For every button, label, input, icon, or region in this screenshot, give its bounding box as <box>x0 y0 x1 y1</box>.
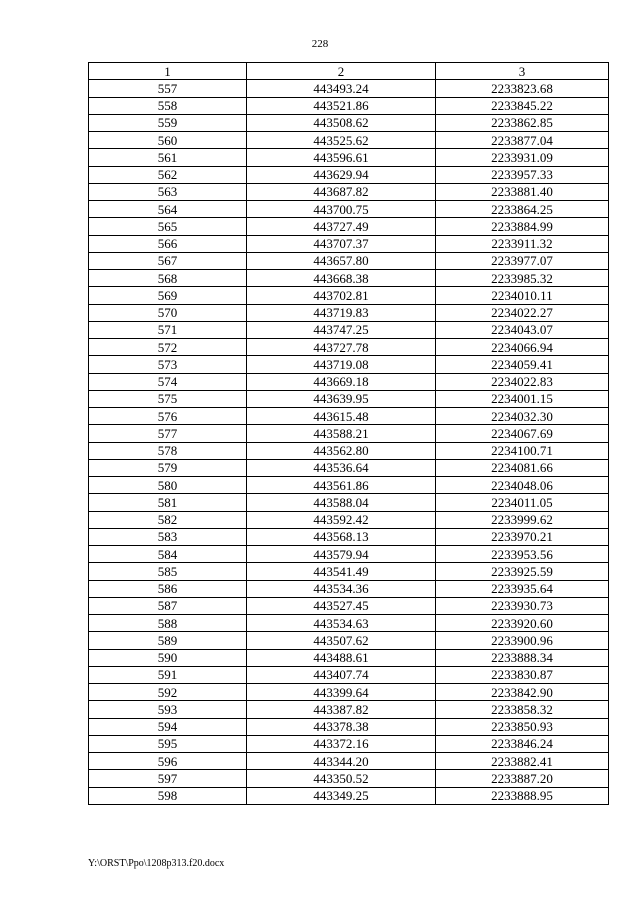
point-number-cell: 596 <box>89 753 247 770</box>
point-number-cell: 579 <box>89 459 247 476</box>
x-coordinate-cell: 443588.21 <box>247 425 436 442</box>
point-number-cell: 594 <box>89 718 247 735</box>
y-coordinate-cell: 2233864.25 <box>436 201 609 218</box>
y-coordinate-cell: 2233887.20 <box>436 770 609 787</box>
x-coordinate-cell: 443561.86 <box>247 477 436 494</box>
point-number-cell: 562 <box>89 166 247 183</box>
table-row <box>89 666 609 683</box>
point-number-cell: 585 <box>89 563 247 580</box>
x-coordinate-cell: 443615.48 <box>247 408 436 425</box>
x-coordinate-cell: 443541.49 <box>247 563 436 580</box>
table-row <box>89 494 609 511</box>
x-coordinate-cell: 443488.61 <box>247 649 436 666</box>
y-coordinate-cell: 2233999.62 <box>436 511 609 528</box>
x-coordinate-cell: 443536.64 <box>247 459 436 476</box>
y-coordinate-cell: 2233884.99 <box>436 218 609 235</box>
table-row <box>89 546 609 563</box>
y-coordinate-cell: 2233888.95 <box>436 787 609 804</box>
table-row <box>89 252 609 269</box>
y-coordinate-cell: 2234010.11 <box>436 287 609 304</box>
x-coordinate-cell: 443687.82 <box>247 183 436 200</box>
x-coordinate-cell: 443639.95 <box>247 390 436 407</box>
point-number-cell: 572 <box>89 339 247 356</box>
x-coordinate-cell: 443344.20 <box>247 753 436 770</box>
y-coordinate-cell: 2233846.24 <box>436 735 609 752</box>
table-row <box>89 80 609 97</box>
column-header-1: 1 <box>89 63 247 80</box>
x-coordinate-cell: 443668.38 <box>247 270 436 287</box>
point-number-cell: 587 <box>89 597 247 614</box>
y-coordinate-cell: 2233842.90 <box>436 684 609 701</box>
y-coordinate-cell: 2233858.32 <box>436 701 609 718</box>
footer-file-path: Y:\ORST\Ppo\1208p313.f20.docx <box>88 858 225 869</box>
y-coordinate-cell: 2234032.30 <box>436 408 609 425</box>
y-coordinate-cell: 2234001.15 <box>436 390 609 407</box>
y-coordinate-cell: 2233985.32 <box>436 270 609 287</box>
point-number-cell: 566 <box>89 235 247 252</box>
x-coordinate-cell: 443508.62 <box>247 114 436 131</box>
table-row <box>89 770 609 787</box>
point-number-cell: 590 <box>89 649 247 666</box>
table-row <box>89 615 609 632</box>
x-coordinate-cell: 443719.83 <box>247 304 436 321</box>
x-coordinate-cell: 443493.24 <box>247 80 436 97</box>
column-header-3: 3 <box>436 63 609 80</box>
point-number-cell: 575 <box>89 390 247 407</box>
y-coordinate-cell: 2233862.85 <box>436 114 609 131</box>
x-coordinate-cell: 443387.82 <box>247 701 436 718</box>
table-row <box>89 114 609 131</box>
point-number-cell: 586 <box>89 580 247 597</box>
x-coordinate-cell: 443707.37 <box>247 235 436 252</box>
x-coordinate-cell: 443507.62 <box>247 632 436 649</box>
point-number-cell: 567 <box>89 252 247 269</box>
x-coordinate-cell: 443727.78 <box>247 339 436 356</box>
point-number-cell: 559 <box>89 114 247 131</box>
y-coordinate-cell: 2233925.59 <box>436 563 609 580</box>
y-coordinate-cell: 2233920.60 <box>436 615 609 632</box>
table-row <box>89 459 609 476</box>
page-number: 228 <box>311 38 329 50</box>
x-coordinate-cell: 443702.81 <box>247 287 436 304</box>
table-row <box>89 753 609 770</box>
table-row <box>89 442 609 459</box>
y-coordinate-cell: 2233845.22 <box>436 97 609 114</box>
y-coordinate-cell: 2233881.40 <box>436 183 609 200</box>
y-coordinate-cell: 2234011.05 <box>436 494 609 511</box>
point-number-cell: 583 <box>89 528 247 545</box>
x-coordinate-cell: 443534.36 <box>247 580 436 597</box>
y-coordinate-cell: 2234043.07 <box>436 321 609 338</box>
table-row <box>89 270 609 287</box>
y-coordinate-cell: 2233930.73 <box>436 597 609 614</box>
x-coordinate-cell: 443592.42 <box>247 511 436 528</box>
table-row <box>89 649 609 666</box>
table-row <box>89 149 609 166</box>
x-coordinate-cell: 443629.94 <box>247 166 436 183</box>
y-coordinate-cell: 2233935.64 <box>436 580 609 597</box>
x-coordinate-cell: 443527.45 <box>247 597 436 614</box>
y-coordinate-cell: 2233850.93 <box>436 718 609 735</box>
table-row <box>89 97 609 114</box>
table-row <box>89 632 609 649</box>
point-number-cell: 580 <box>89 477 247 494</box>
x-coordinate-cell: 443407.74 <box>247 666 436 683</box>
table-row <box>89 684 609 701</box>
y-coordinate-cell: 2233953.56 <box>436 546 609 563</box>
table-row <box>89 408 609 425</box>
y-coordinate-cell: 2233823.68 <box>436 80 609 97</box>
y-coordinate-cell: 2234048.06 <box>436 477 609 494</box>
x-coordinate-cell: 443378.38 <box>247 718 436 735</box>
table-row <box>89 390 609 407</box>
point-number-cell: 563 <box>89 183 247 200</box>
x-coordinate-cell: 443562.80 <box>247 442 436 459</box>
point-number-cell: 565 <box>89 218 247 235</box>
point-number-cell: 595 <box>89 735 247 752</box>
table-row <box>89 425 609 442</box>
x-coordinate-cell: 443399.64 <box>247 684 436 701</box>
table-row <box>89 511 609 528</box>
y-coordinate-cell: 2233900.96 <box>436 632 609 649</box>
y-coordinate-cell: 2233911.32 <box>436 235 609 252</box>
table-row <box>89 580 609 597</box>
x-coordinate-cell: 443579.94 <box>247 546 436 563</box>
y-coordinate-cell: 2233970.21 <box>436 528 609 545</box>
point-number-cell: 593 <box>89 701 247 718</box>
point-number-cell: 564 <box>89 201 247 218</box>
point-number-cell: 577 <box>89 425 247 442</box>
x-coordinate-cell: 443521.86 <box>247 97 436 114</box>
point-number-cell: 569 <box>89 287 247 304</box>
table-row <box>89 339 609 356</box>
y-coordinate-cell: 2234081.66 <box>436 459 609 476</box>
table-row <box>89 321 609 338</box>
coordinates-table <box>88 62 609 805</box>
y-coordinate-cell: 2234066.94 <box>436 339 609 356</box>
x-coordinate-cell: 443596.61 <box>247 149 436 166</box>
x-coordinate-cell: 443588.04 <box>247 494 436 511</box>
table-row <box>89 528 609 545</box>
table-row <box>89 356 609 373</box>
table-row <box>89 563 609 580</box>
table-row <box>89 477 609 494</box>
point-number-cell: 581 <box>89 494 247 511</box>
x-coordinate-cell: 443534.63 <box>247 615 436 632</box>
y-coordinate-cell: 2233877.04 <box>436 132 609 149</box>
x-coordinate-cell: 443372.16 <box>247 735 436 752</box>
point-number-cell: 568 <box>89 270 247 287</box>
point-number-cell: 598 <box>89 787 247 804</box>
x-coordinate-cell: 443657.80 <box>247 252 436 269</box>
point-number-cell: 557 <box>89 80 247 97</box>
y-coordinate-cell: 2233830.87 <box>436 666 609 683</box>
table-row <box>89 718 609 735</box>
y-coordinate-cell: 2233888.34 <box>436 649 609 666</box>
point-number-cell: 570 <box>89 304 247 321</box>
point-number-cell: 574 <box>89 373 247 390</box>
y-coordinate-cell: 2233882.41 <box>436 753 609 770</box>
x-coordinate-cell: 443350.52 <box>247 770 436 787</box>
y-coordinate-cell: 2234100.71 <box>436 442 609 459</box>
x-coordinate-cell: 443349.25 <box>247 787 436 804</box>
point-number-cell: 578 <box>89 442 247 459</box>
y-coordinate-cell: 2234059.41 <box>436 356 609 373</box>
table-row <box>89 787 609 804</box>
y-coordinate-cell: 2234067.69 <box>436 425 609 442</box>
y-coordinate-cell: 2233931.09 <box>436 149 609 166</box>
table-row <box>89 132 609 149</box>
x-coordinate-cell: 443525.62 <box>247 132 436 149</box>
y-coordinate-cell: 2234022.27 <box>436 304 609 321</box>
table-row <box>89 373 609 390</box>
table-header-row <box>89 63 609 80</box>
x-coordinate-cell: 443700.75 <box>247 201 436 218</box>
table-row <box>89 701 609 718</box>
table-row <box>89 304 609 321</box>
x-coordinate-cell: 443568.13 <box>247 528 436 545</box>
table-body <box>89 80 609 805</box>
x-coordinate-cell: 443719.08 <box>247 356 436 373</box>
point-number-cell: 582 <box>89 511 247 528</box>
point-number-cell: 592 <box>89 684 247 701</box>
point-number-cell: 571 <box>89 321 247 338</box>
point-number-cell: 573 <box>89 356 247 373</box>
column-header-2: 2 <box>247 63 436 80</box>
table-row <box>89 183 609 200</box>
table-row <box>89 735 609 752</box>
point-number-cell: 597 <box>89 770 247 787</box>
x-coordinate-cell: 443669.18 <box>247 373 436 390</box>
x-coordinate-cell: 443747.25 <box>247 321 436 338</box>
point-number-cell: 588 <box>89 615 247 632</box>
table-row <box>89 597 609 614</box>
y-coordinate-cell: 2234022.83 <box>436 373 609 390</box>
table-row <box>89 287 609 304</box>
point-number-cell: 591 <box>89 666 247 683</box>
y-coordinate-cell: 2233957.33 <box>436 166 609 183</box>
table-row <box>89 218 609 235</box>
point-number-cell: 576 <box>89 408 247 425</box>
x-coordinate-cell: 443727.49 <box>247 218 436 235</box>
point-number-cell: 589 <box>89 632 247 649</box>
table-row <box>89 166 609 183</box>
table-row <box>89 235 609 252</box>
point-number-cell: 584 <box>89 546 247 563</box>
point-number-cell: 558 <box>89 97 247 114</box>
point-number-cell: 561 <box>89 149 247 166</box>
point-number-cell: 560 <box>89 132 247 149</box>
y-coordinate-cell: 2233977.07 <box>436 252 609 269</box>
table-row <box>89 201 609 218</box>
